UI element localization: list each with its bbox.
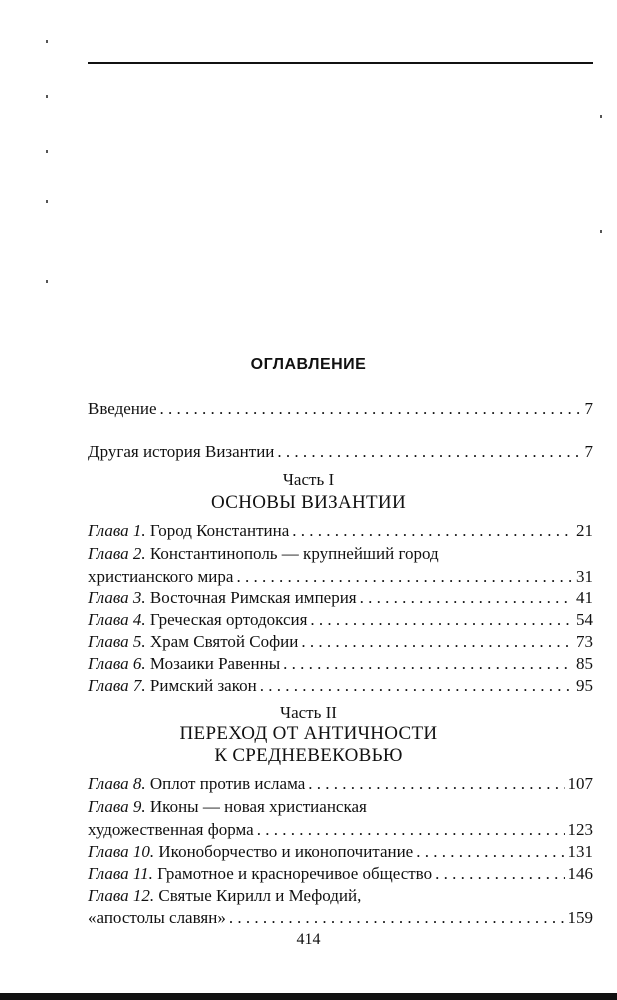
- leader-dots: [292, 520, 573, 542]
- chapter-number: Глава 11.: [88, 864, 153, 883]
- chapter-title-continued: «апостолы славян»: [88, 908, 226, 927]
- toc-entry-label: [88, 609, 307, 631]
- chapter-number: Глава 7.: [88, 676, 146, 695]
- part-2-label: Часть II: [280, 703, 337, 722]
- chapter-title-continued: художественная форма: [88, 820, 254, 839]
- leader-dots: [308, 773, 564, 795]
- toc-entry-chapter-12-line-1[interactable]: [88, 885, 593, 907]
- leader-dots: [283, 653, 573, 675]
- leader-dots: [236, 566, 573, 588]
- toc-entry-chapter-2-line-1[interactable]: [88, 543, 593, 565]
- chapter-title: Оплот против ислама: [149, 774, 306, 793]
- leader-dots: [257, 819, 565, 841]
- scan-speck: [46, 95, 48, 98]
- toc-page-number: 31: [576, 567, 593, 586]
- toc-entry-chapter-3[interactable]: [88, 587, 593, 609]
- toc-entry-chapter-6[interactable]: [88, 653, 593, 675]
- leader-dots: [160, 398, 582, 420]
- leader-dots: [416, 841, 564, 863]
- toc-page-number: 146: [567, 864, 593, 883]
- leader-dots: [301, 631, 573, 653]
- page-number: 414: [296, 931, 321, 948]
- toc-entry-label: Введение: [88, 399, 157, 418]
- toc-entry-label: Другая история Византии: [88, 442, 275, 461]
- chapter-title: Константинополь — крупнейший город: [149, 544, 439, 563]
- toc-entry-label: [88, 675, 257, 697]
- toc-page-number: 159: [567, 908, 593, 927]
- toc-entry-intro[interactable]: [88, 398, 593, 420]
- chapter-title-continued: христианского мира: [88, 567, 234, 586]
- toc-entry-chapter-5[interactable]: [88, 631, 593, 653]
- chapter-title: Иконоборчество и иконопочитание: [158, 842, 414, 861]
- toc-entry-chapter-1[interactable]: [88, 520, 593, 542]
- part-2-title-line-2: К СРЕДНЕВЕКОВЬЮ: [214, 745, 403, 766]
- toc-entry-chapter-9-line-1[interactable]: [88, 796, 593, 818]
- toc-page-number: 7: [584, 442, 593, 461]
- chapter-title: Святые Кирилл и Мефодий,: [158, 886, 362, 905]
- toc-entry-chapter-2[interactable]: [88, 566, 593, 588]
- chapter-title: Храм Святой Софии: [149, 632, 299, 651]
- chapter-title: Город Константина: [149, 521, 290, 540]
- chapter-number: Глава 6.: [88, 654, 146, 673]
- part-1-label: Часть I: [282, 470, 335, 489]
- chapter-number: Глава 10.: [88, 842, 155, 861]
- chapter-number: Глава 4.: [88, 610, 146, 629]
- scan-speck: [46, 200, 48, 203]
- leader-dots: [360, 587, 573, 609]
- toc-page-number: 54: [576, 610, 593, 629]
- leader-dots: [229, 907, 565, 929]
- toc-entry-other-history[interactable]: [88, 441, 593, 463]
- toc-page-number: 41: [576, 588, 593, 607]
- toc-page-number: 73: [576, 632, 593, 651]
- chapter-title: Восточная Римская империя: [149, 588, 357, 607]
- toc-page-number: 107: [567, 774, 593, 793]
- toc-entry-label: [88, 631, 298, 653]
- chapter-number: Глава 8.: [88, 774, 146, 793]
- chapter-number: Глава 9.: [88, 797, 146, 816]
- toc-entry-chapter-4[interactable]: [88, 609, 593, 631]
- toc-entry-label: [88, 653, 280, 675]
- toc-title: ОГЛАВЛЕНИЕ: [250, 356, 367, 373]
- header-rule: [88, 62, 593, 64]
- leader-dots: [310, 609, 573, 631]
- chapter-number: Глава 1.: [88, 521, 146, 540]
- scan-speck: [600, 230, 602, 233]
- chapter-number: Глава 2.: [88, 544, 146, 563]
- chapter-number: Глава 3.: [88, 588, 146, 607]
- chapter-title: Иконы — новая христианская: [149, 797, 367, 816]
- toc-page-number: 7: [584, 399, 593, 418]
- toc-entry-chapter-11[interactable]: [88, 863, 593, 885]
- toc-entry-label: [88, 773, 305, 795]
- toc-entry-chapter-7[interactable]: [88, 675, 593, 697]
- toc-entry-label: [88, 587, 357, 609]
- part-2-title-line-1: ПЕРЕХОД ОТ АНТИЧНОСТИ: [179, 723, 438, 744]
- toc-entry-chapter-12[interactable]: [88, 907, 593, 929]
- chapter-title: Грамотное и красноречивое общество: [157, 864, 433, 883]
- leader-dots: [260, 675, 573, 697]
- toc-page-number: 85: [576, 654, 593, 673]
- chapter-number: Глава 12.: [88, 886, 155, 905]
- toc-entry-label: [88, 841, 413, 863]
- toc-page-number: 123: [567, 820, 593, 839]
- toc-entry-label: [88, 863, 432, 885]
- chapter-title: Мозаики Равенны: [149, 654, 281, 673]
- scan-edge-band: [0, 993, 617, 1000]
- toc-entry-chapter-9[interactable]: [88, 819, 593, 841]
- toc-entry-label: [88, 520, 289, 542]
- chapter-title: Римский закон: [149, 676, 257, 695]
- toc-entry-chapter-10[interactable]: [88, 841, 593, 863]
- leader-dots: [277, 441, 581, 463]
- toc-page-number: 131: [567, 842, 593, 861]
- scan-speck: [46, 150, 48, 153]
- leader-dots: [435, 863, 564, 885]
- scan-speck: [46, 280, 48, 283]
- part-1-title: ОСНОВЫ ВИЗАНТИИ: [211, 492, 406, 513]
- toc-page-number: 95: [576, 676, 593, 695]
- toc-entry-chapter-8[interactable]: [88, 773, 593, 795]
- scan-speck: [46, 40, 48, 43]
- scan-speck: [600, 115, 602, 118]
- chapter-number: Глава 5.: [88, 632, 146, 651]
- chapter-title: Греческая ортодоксия: [149, 610, 308, 629]
- toc-page-number: 21: [576, 521, 593, 540]
